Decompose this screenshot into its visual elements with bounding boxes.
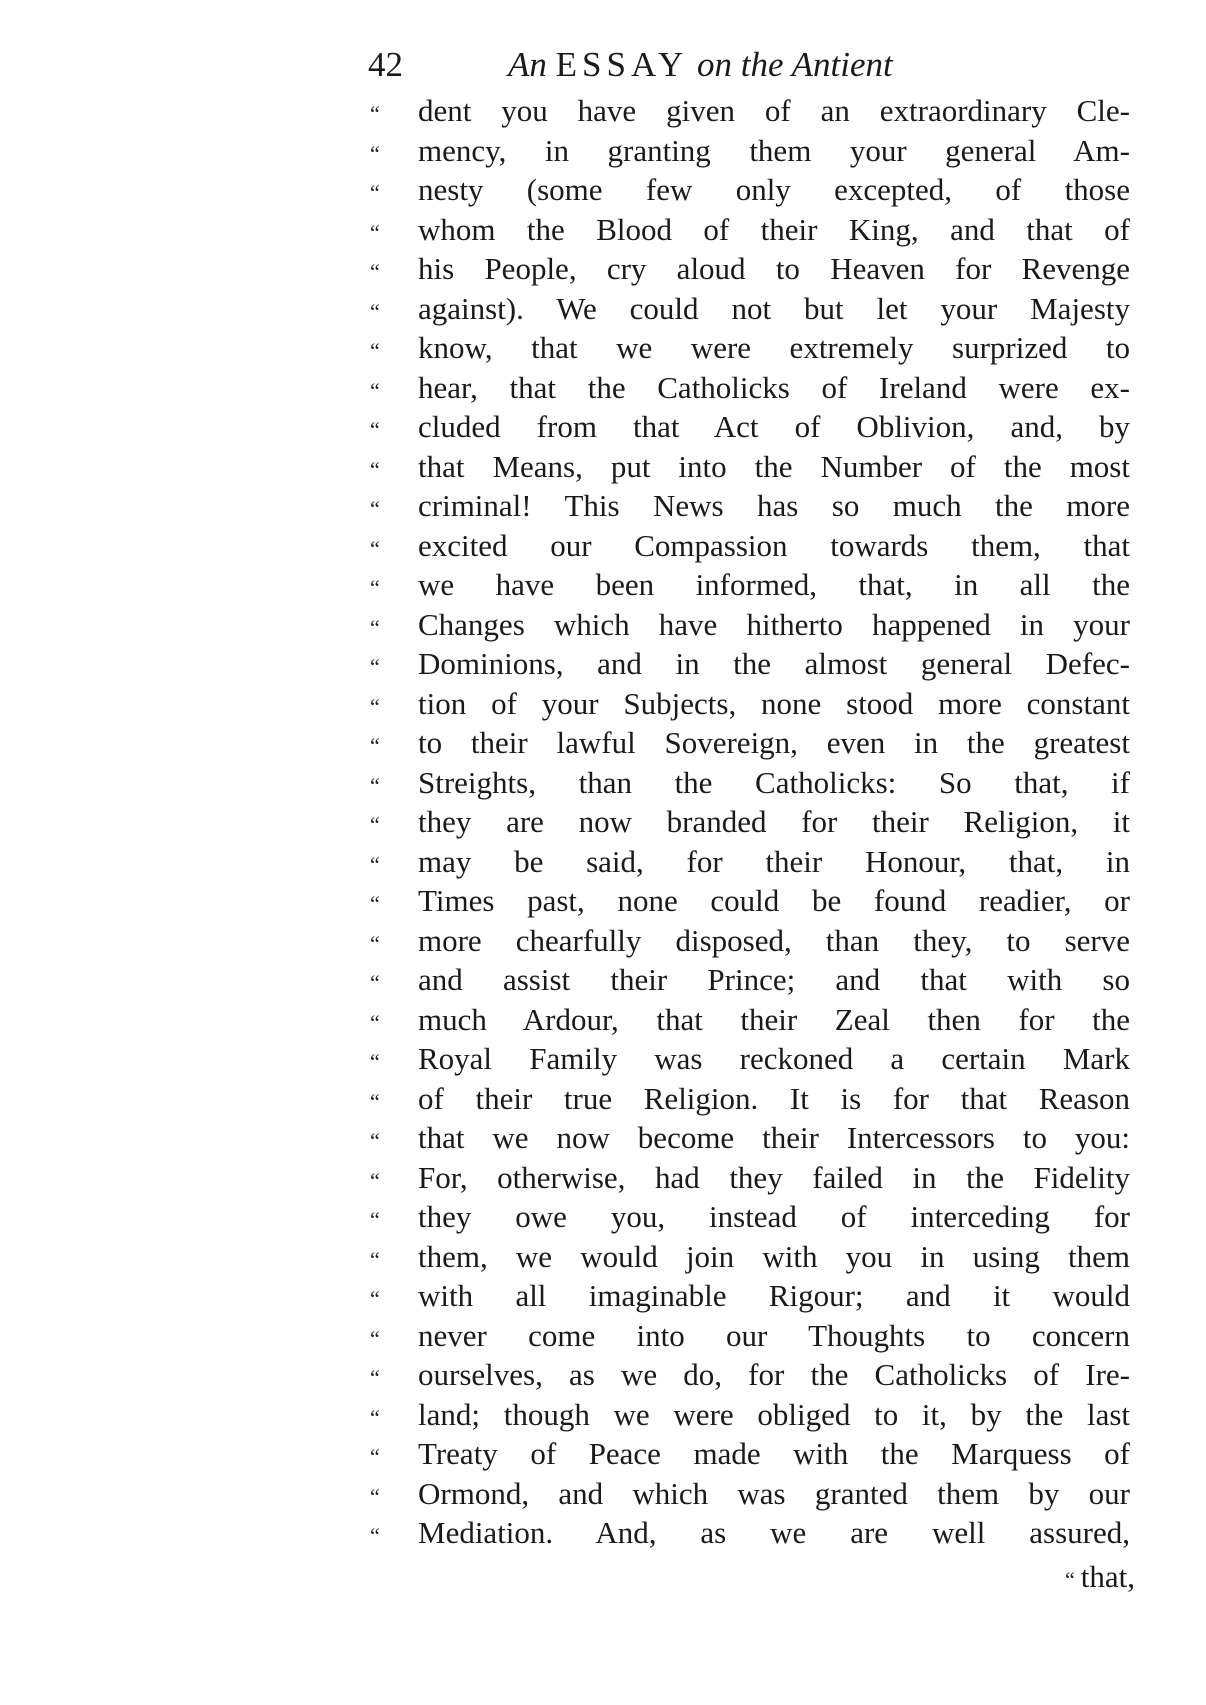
text-line [370,1513,1130,1553]
line-text: For, otherwise, had they failed in the Fidelity [418,1159,1130,1195]
quote-mark: “ [370,1009,380,1035]
quote-mark: “ [370,1404,380,1430]
quote-mark: “ [370,891,380,916]
quote-mark: “ [370,101,380,126]
text-line [370,407,1130,447]
line-text: of their true Religion. It is for that Reason [418,1080,1130,1116]
text-line [370,1474,1130,1514]
quote-mark: “ [370,1246,380,1272]
quote-mark: “ [370,1483,380,1509]
text-line [370,1395,1130,1435]
line-text: excited our Compassion towards them, that [418,527,1130,563]
text-line [370,170,1130,210]
quote-mark: “ [370,1325,380,1351]
line-text: more chearfully disposed, than they, to serve [418,922,1130,958]
line-text: with all imaginable Rigour; and it would [418,1278,1130,1313]
quote-mark: “ [370,1088,380,1114]
quote-mark: “ [370,1365,380,1390]
text-line [370,447,1130,487]
quote-mark: “ [370,851,380,877]
quote-mark: “ [370,219,380,245]
quote-mark: “ [370,614,380,640]
text-line [370,960,1130,1000]
line-text: Treaty of Peace made with the Marquess of [418,1436,1130,1471]
quoted-text-block [370,91,1130,1553]
line-text: Royal Family was reckoned a certain Mark [418,1041,1130,1076]
quote-mark: “ [370,1207,380,1232]
text-line [370,526,1130,566]
text-line [370,1000,1130,1040]
page-number: 42 [368,45,403,84]
line-text: Ormond, and which was granted them by our [418,1475,1130,1511]
text-line [370,1316,1130,1356]
line-text: they owe you, instead of interceding for [418,1199,1130,1234]
line-text: Dominions, and in the almost general Defec- [418,646,1130,681]
running-title-prefix: An [508,45,547,84]
quote-mark: “ [370,930,380,956]
quote-mark: “ [370,496,380,521]
text-line [370,486,1130,526]
line-text: hear, that the Catholicks of Ireland were ex- [418,369,1130,405]
text-line [370,91,1130,131]
quote-mark: “ [1064,1567,1075,1592]
text-line [370,1434,1130,1474]
quote-mark: “ [370,654,380,679]
line-text: Changes which have hitherto happened in your [418,606,1130,642]
line-text: never come into our Thoughts to concern [418,1317,1130,1353]
line-text: Streights, than the Catholicks: So that, if [418,764,1130,800]
line-text: his People, cry aloud to Heaven for Revenge [418,251,1130,286]
line-text: whom the Blood of their King, and that of [418,211,1130,247]
text-line [370,1118,1130,1158]
text-line [370,723,1130,763]
line-text: ourselves, as we do, for the Catholicks of Ire- [418,1357,1130,1392]
page-header [368,40,968,90]
text-line [370,605,1130,645]
quote-mark: “ [370,417,380,442]
line-text: know, that we were extremely surprized to [418,330,1130,365]
catchword [1015,1557,1135,1600]
text-line [370,565,1130,605]
text-line [370,1079,1130,1119]
quote-mark: “ [370,733,380,758]
quote-mark: “ [370,140,380,166]
running-title [508,40,893,90]
catchword-text: that, [1080,1559,1135,1594]
line-text: against). We could not but let your Majesty [418,290,1130,326]
text-line [370,881,1130,921]
text-line [370,368,1130,408]
line-text: we have been informed, that, in all the [418,567,1130,602]
quote-mark: “ [370,575,380,600]
text-line [370,328,1130,368]
quote-mark: “ [370,338,380,363]
text-line [370,1276,1130,1316]
quote-mark: “ [370,377,380,403]
line-text: and assist their Prince; and that with so [418,962,1130,997]
text-line [370,1158,1130,1198]
quote-mark: “ [370,812,380,837]
quote-mark: “ [370,535,380,561]
line-text: dent you have given of an extraordinary Cle- [418,93,1130,128]
text-line [370,249,1130,289]
quote-mark: “ [370,1167,380,1193]
quote-mark: “ [370,298,380,324]
text-line [370,921,1130,961]
line-text: to their lawful Sovereign, even in the greatest [418,725,1130,760]
text-line [370,1039,1130,1079]
running-title-suffix: on the Antient [697,45,893,84]
quote-mark: “ [370,1444,380,1469]
quote-mark: “ [370,1049,380,1074]
line-text: cluded from that Act of Oblivion, and, by [418,409,1130,444]
text-line [370,802,1130,842]
line-text: Times past, none could be found readier, or [418,883,1130,918]
text-line [370,763,1130,803]
running-title-caps: ESSAY [555,45,689,84]
text-line [370,644,1130,684]
quote-mark: “ [370,693,380,719]
line-text: nesty (some few only excepted, of those [418,172,1130,207]
line-text: them, we would join with you in using them [418,1238,1130,1274]
quote-mark: “ [370,180,380,205]
text-line [370,210,1130,250]
line-text: mency, in granting them your general Am- [418,132,1130,168]
line-text: they are now branded for their Religion, it [418,804,1130,839]
line-text: land; though we were obliged to it, by the last [418,1396,1130,1432]
quote-mark: “ [370,456,380,482]
text-line [370,289,1130,329]
text-line [370,131,1130,171]
text-line [370,684,1130,724]
quote-mark: “ [370,1286,380,1311]
quote-mark: “ [370,772,380,798]
quote-mark: “ [370,970,380,995]
quote-mark: “ [370,259,380,284]
line-text: that we now become their Intercessors to you: [418,1120,1130,1155]
text-line [370,842,1130,882]
text-line [370,1355,1130,1395]
line-text: tion of your Subjects, none stood more constant [418,685,1130,721]
quote-mark: “ [370,1128,380,1153]
quote-mark: “ [370,1523,380,1548]
line-text: may be said, for their Honour, that, in [418,843,1130,879]
line-text: much Ardour, that their Zeal then for the [418,1001,1130,1037]
line-text: criminal! This News has so much the more [418,488,1130,523]
line-text: that Means, put into the Number of the most [418,448,1130,484]
text-line [370,1197,1130,1237]
line-text: Mediation. And, as we are well assured, [418,1515,1130,1550]
text-line [370,1237,1130,1277]
